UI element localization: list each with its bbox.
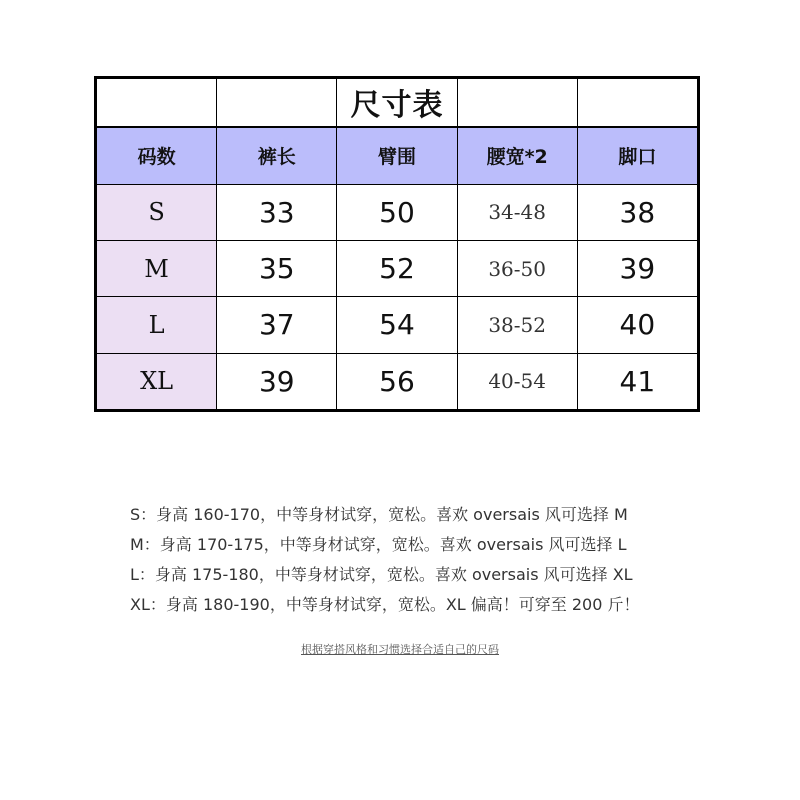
title-row — [97, 79, 698, 127]
header-row — [97, 127, 698, 184]
waist-width-cell: 38-52 — [457, 297, 577, 353]
size-cell: XL — [97, 353, 217, 409]
leg-opening-cell: 39 — [577, 240, 697, 296]
size-cell: L — [97, 297, 217, 353]
waist-width-cell: 36-50 — [457, 240, 577, 296]
title-cell-empty — [217, 79, 337, 127]
leg-opening-cell: 40 — [577, 297, 697, 353]
arm-circumference-cell: 56 — [337, 353, 457, 409]
header-arm-circumference: 臂围 — [337, 127, 457, 184]
table-row — [97, 184, 698, 240]
footer-note — [0, 638, 800, 657]
waist-width-cell: 40-54 — [457, 353, 577, 409]
note-line-l: L：身高 175-180，中等身材试穿，宽松。喜欢 oversais 风可选择 XL — [130, 565, 633, 584]
pants-length-cell: 33 — [217, 184, 337, 240]
header-pants-length: 裤长 — [217, 127, 337, 184]
table-row — [97, 297, 698, 353]
title-cell-empty — [457, 79, 577, 127]
title-cell-empty — [97, 79, 217, 127]
arm-circumference-cell: 50 — [337, 184, 457, 240]
table-row — [97, 240, 698, 296]
table-row — [97, 353, 698, 409]
title-cell-empty — [577, 79, 697, 127]
table-title — [337, 79, 457, 127]
leg-opening-cell: 38 — [577, 184, 697, 240]
size-chart-table — [94, 76, 700, 412]
note-line-xl: XL：身高 180-190，中等身材试穿，宽松。XL 偏高！可穿至 200 斤！ — [130, 595, 640, 614]
arm-circumference-cell: 54 — [337, 297, 457, 353]
pants-length-cell: 39 — [217, 353, 337, 409]
size-notes — [130, 500, 690, 620]
size-cell: S — [97, 184, 217, 240]
pants-length-cell: 37 — [217, 297, 337, 353]
waist-width-cell: 34-48 — [457, 184, 577, 240]
note-line-m: M：身高 170-175，中等身材试穿，宽松。喜欢 oversais 风可选择 L — [130, 535, 627, 554]
header-waist-width: 腰宽*2 — [457, 127, 577, 184]
table-title-text: 尺寸表 — [350, 88, 444, 124]
header-leg-opening: 脚口 — [577, 127, 697, 184]
note-line-s: S：身高 160-170，中等身材试穿，宽松。喜欢 oversais 风可选择 M — [130, 505, 628, 524]
pants-length-cell: 35 — [217, 240, 337, 296]
arm-circumference-cell: 52 — [337, 240, 457, 296]
footer-text: 根据穿搭风格和习惯选择合适自己的尺码 — [301, 643, 499, 656]
size-table-grid — [96, 78, 698, 410]
header-size: 码数 — [97, 127, 217, 184]
leg-opening-cell: 41 — [577, 353, 697, 409]
size-cell: M — [97, 240, 217, 296]
